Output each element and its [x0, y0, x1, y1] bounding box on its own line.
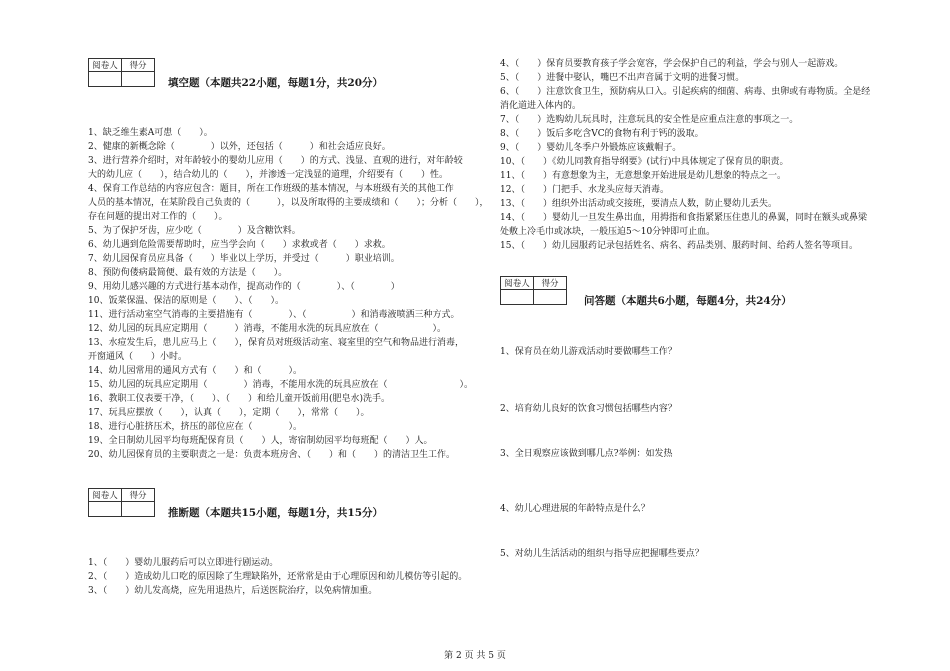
question: 1、保育员在幼儿游戏活动时要做哪些工作？	[500, 347, 677, 357]
question: 4、保育工作总结的内容应包含：题目，所在工作班级的基本情况，与本班级有关的其他工作	[88, 184, 454, 194]
question: 12、（ ）门把手、水龙头应每天消毒。	[500, 185, 669, 195]
question: 3、全日观察应该做到哪几点?举例：如发热	[500, 449, 673, 459]
qa-score-box	[500, 276, 567, 305]
question: 3、（ ）幼儿发高烧，应先用退热片，后送医院治疗，以免病情加重。	[88, 586, 378, 596]
question: 1、（ ）婴幼儿服药后可以立即进行剧运动。	[88, 558, 279, 568]
question: 6、幼儿遇到危险需要帮助时，应当学会向（ ）求救或者（ ）求救。	[88, 240, 391, 250]
question: 2、健康的新概念除（ ）以外，还包括（ ）和社会适应良好。	[88, 142, 391, 152]
score-label: 得分	[122, 59, 155, 72]
question: 11、进行活动室空气消毒的主要措施有（ ）、（ ）和消毒液喷洒三种方式。	[88, 310, 460, 320]
score-cell[interactable]	[122, 72, 155, 87]
fill-section-title: 填空题（本题共22小题，每题1分，共20分）	[168, 77, 384, 89]
judge-score-box	[88, 488, 155, 517]
question: 17、玩具应摆放（ ），认真（ ），定期（ ），常常（ ）。	[88, 408, 370, 418]
question: 15、（ ）幼儿园服药记录包括姓名、病名、药品类别、服药时间、给药人签名等项目。	[500, 241, 858, 251]
question: 10、（ ）《幼儿同教育指导纲要》(试行)中具体规定了保育员的职责。	[500, 157, 789, 167]
qa-section-title: 问答题（本题共6小题，每题4分，共24分）	[584, 295, 792, 307]
grader-cell[interactable]	[501, 290, 534, 305]
question: 14、幼儿园常用的通风方式有（ ）和（ ）。	[88, 366, 302, 376]
question: 1、缺乏维生素A可患（ ）。	[88, 128, 213, 138]
score-label: 得分	[122, 489, 155, 502]
question: 人员的基本情况，在某阶段自己负责的（ ），以及所取得的主要成绩和（ ）；分析（ ），	[88, 198, 489, 208]
question: 处敷上冷毛巾或冰块，一般压迫5～10分钟即可止血。	[500, 227, 716, 237]
score-cell[interactable]	[534, 290, 567, 305]
question: 8、预防佝偻病最简便、最有效的方法是（ ）。	[88, 268, 288, 278]
question: 消化道进入体内的。	[500, 101, 582, 111]
question: 13、水痘发生后，患儿应马上（ ），保育员对班级活动室、寝室里的空气和物品进行消毒，	[88, 338, 464, 348]
question: 大的幼儿应（ ），结合幼儿的（ ），并渗透一定浅显的道理，介绍要有（ ）性。	[88, 170, 449, 180]
question: 5、为了保护牙齿，应少吃（ ）及含糖饮料。	[88, 226, 301, 236]
question: 14、（ ）婴幼儿一旦发生鼻出血，用拇指和食指紧紧压住患儿的鼻翼，同时在额头或鼻梁	[500, 213, 867, 223]
question: 9、（ ）婴幼儿冬季户外锻炼应该戴帽子。	[500, 143, 682, 153]
question: 18、进行心脏挤压术，挤压的部位应在（ ）。	[88, 422, 302, 432]
question: 3、进行营养介绍时，对年龄较小的婴幼儿应用（ ）的方式、浅显、直观的进行，对年龄较	[88, 156, 463, 166]
score-cell[interactable]	[122, 502, 155, 517]
question: 16、教职工仪表要干净，（ ）、（ ）和给儿童开饭前用(肥皂水)洗手。	[88, 394, 390, 404]
question: 10、饭菜保温、保洁的原则是（ ）、（ ）。	[88, 296, 284, 306]
grader-cell[interactable]	[89, 72, 122, 87]
score-label: 得分	[534, 277, 567, 290]
question: 20、幼儿园保育员的主要职责之一是：负责本班房舍、（ ）和（ ）的清洁卫生工作。	[88, 450, 455, 460]
question: 4、（ ）保育员要教育孩子学会宽容，学会保护自己的利益，学会与别人一起游戏。	[500, 59, 844, 69]
grader-label: 阅卷人	[89, 59, 122, 72]
fill-score-box	[88, 58, 155, 87]
question: 5、（ ）进餐中娶认，嘴巴不出声音属于文明的进餐习惯。	[500, 73, 745, 83]
question: 2、培育幼儿良好的饮食习惯包括哪些内容？	[500, 404, 677, 414]
grader-cell[interactable]	[89, 502, 122, 517]
question: 6、（ ）注意饮食卫生，预防病从口入。引起疾病的细菌、病毒、虫卵或有毒物质。全是经	[500, 87, 871, 97]
question: 2、（ ）造成幼儿口吃的原因除了生理缺陷外，还常常是由于心理原因和幼儿模仿等引起的。	[88, 572, 468, 582]
question: 11、（ ）有意想象为主，无意想象开始进展是幼儿想象的特点之一。	[500, 171, 786, 181]
question: 12、幼儿园的玩具应定期用（ ）消毒，不能用水洗的玩具应放在（ ）。	[88, 324, 446, 334]
question: 13、（ ）组织外出活动或交接班，要清点人数，防止婴幼儿丢失。	[500, 199, 777, 209]
question: 7、幼儿园保育员应具备（ ）毕业以上学历，并受过（ ）职业培训。	[88, 254, 400, 264]
question: 9、用幼儿感兴趣的方式进行基本动作，提高动作的（ ）、（ ）	[88, 282, 400, 292]
question: 15、幼儿园的玩具应定期用（ ）消毒，不能用水洗的玩具应放在（ ）。	[88, 380, 473, 390]
question: 19、全日制幼儿园平均每班配保育员（ ）人，寄宿制幼园平均每班配（ ）人。	[88, 436, 433, 446]
question: 开窗通风（ ）小时。	[88, 352, 188, 362]
question: 8、（ ）饭后多吃含VC的食物有利于钙的汲取。	[500, 129, 704, 139]
grader-label: 阅卷人	[89, 489, 122, 502]
question: 5、对幼儿生活活动的组织与指导应把握哪些要点？	[500, 549, 704, 559]
judge-section-title: 推断题（本题共15小题，每题1分，共15分）	[168, 507, 384, 519]
question: 存在问题的提出对工作的（ ）。	[88, 212, 228, 222]
page-number: 第 2 页 共 5 页	[444, 651, 506, 661]
question: 4、幼儿心理进展的年龄特点是什么？	[500, 504, 650, 514]
question: 7、（ ）选购幼儿玩具时，注意玩具的安全性是应重点注意的事项之一。	[500, 115, 799, 125]
grader-label: 阅卷人	[501, 277, 534, 290]
